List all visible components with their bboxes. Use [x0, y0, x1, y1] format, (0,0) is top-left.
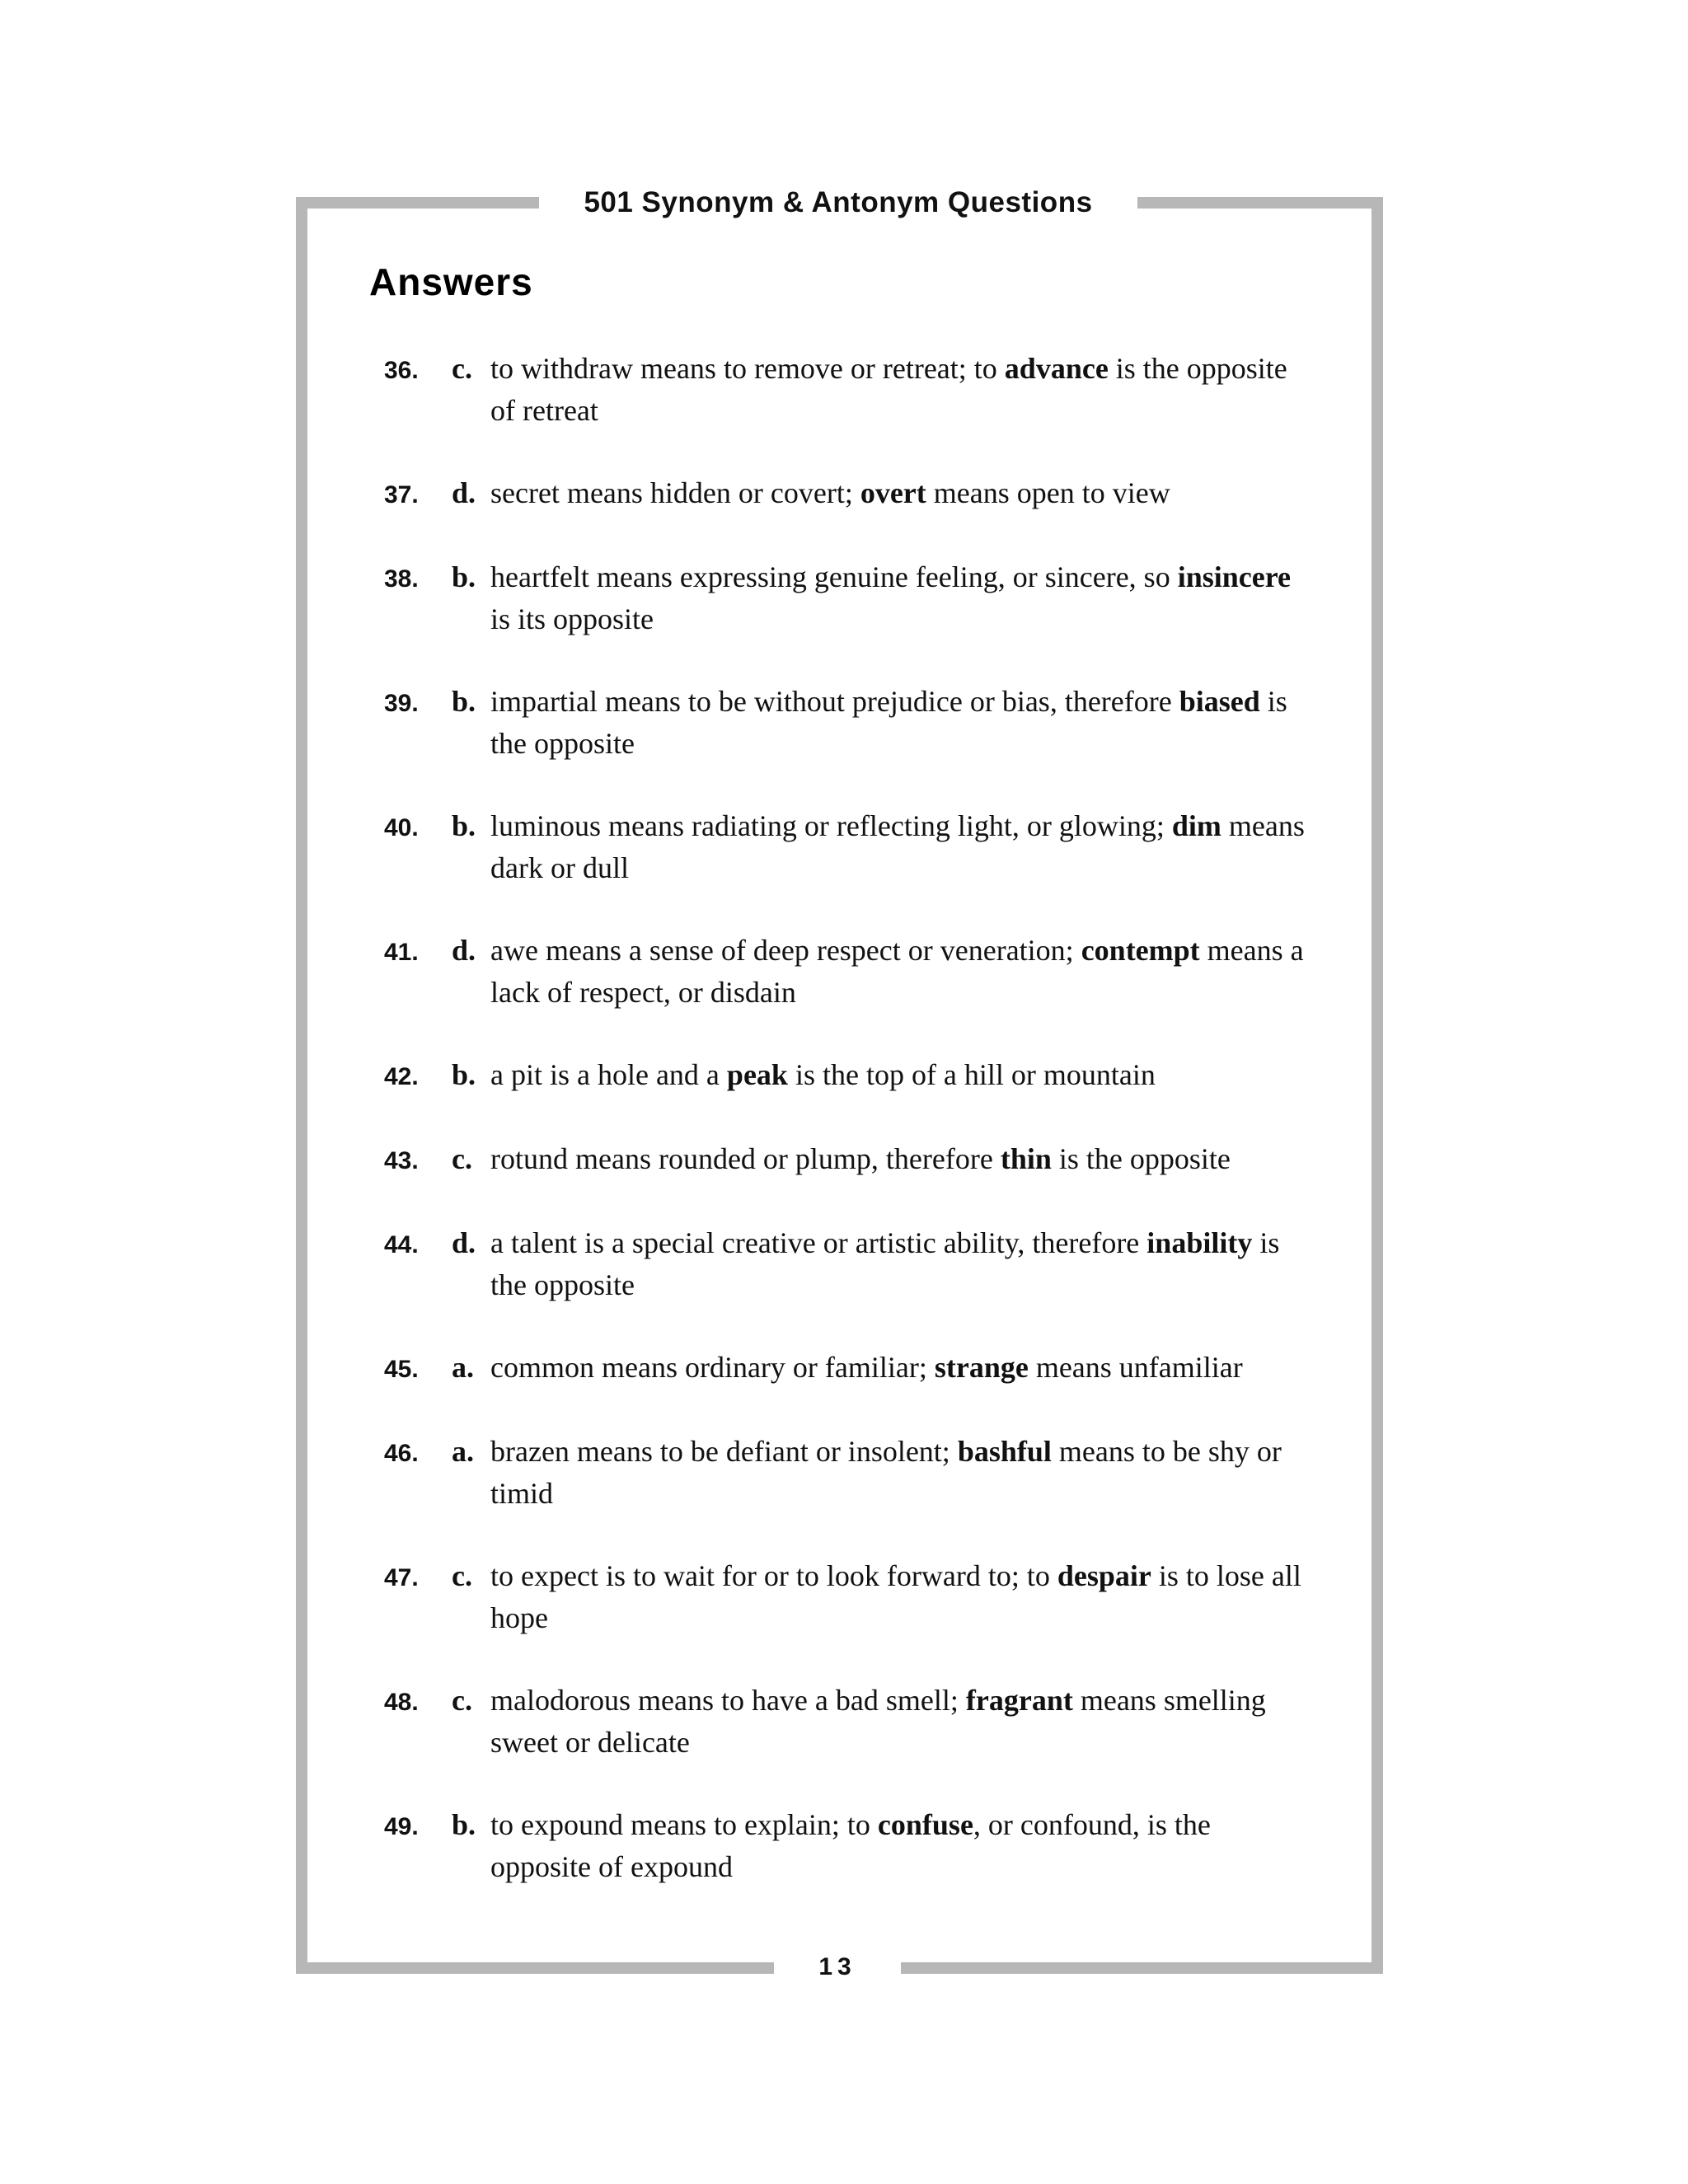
- explanation-text: a pit is a hole and a: [490, 1058, 727, 1091]
- explanation-text: means a lack of respect, or disdain: [490, 934, 1304, 1009]
- answer-item: [384, 556, 1315, 640]
- answer-explanation: [490, 1431, 1315, 1515]
- answer-number: 36.: [384, 357, 419, 384]
- answer-item: [384, 1138, 1315, 1182]
- answer-letter: d.: [452, 1226, 476, 1259]
- answer-word: advance: [1004, 352, 1109, 385]
- answer-explanation: [490, 472, 1315, 514]
- explanation-text: is to lose all hope: [490, 1559, 1301, 1634]
- explanation-text: secret means hidden or covert;: [490, 476, 860, 509]
- explanation-text: is the opposite: [490, 1226, 1280, 1301]
- explanation-text: means unfamiliar: [1028, 1351, 1243, 1384]
- frame-top-right-bar: [1137, 197, 1383, 209]
- answer-word: contempt: [1081, 934, 1200, 967]
- explanation-text: means to be shy or timid: [490, 1435, 1282, 1510]
- answer-item: [384, 348, 1315, 432]
- answer-explanation: [490, 1555, 1315, 1639]
- explanation-text: rotund means rounded or plump, therefore: [490, 1142, 1001, 1175]
- section-title: Answers: [369, 260, 533, 303]
- answer-item: [384, 1054, 1315, 1098]
- answer-word: dim: [1171, 809, 1221, 842]
- answer-item: [384, 1431, 1315, 1515]
- explanation-text: means dark or dull: [490, 809, 1305, 884]
- explanation-text: is the opposite: [490, 685, 1287, 760]
- answer-item: [384, 472, 1315, 516]
- answer-number: 45.: [384, 1356, 419, 1383]
- explanation-text: impartial means to be without prejudice or bias, therefore: [490, 685, 1179, 718]
- answer-explanation: [490, 930, 1315, 1014]
- answer-word: bashful: [957, 1435, 1052, 1468]
- answer-explanation: [490, 1138, 1315, 1180]
- answer-letter: c.: [452, 1559, 472, 1592]
- answer-word: strange: [934, 1351, 1029, 1384]
- answer-explanation: [490, 1804, 1315, 1888]
- explanation-text: to withdraw means to remove or retreat; to: [490, 352, 1005, 385]
- answer-explanation: [490, 805, 1315, 889]
- running-header: 501 Synonym & Antonym Questions: [584, 186, 1093, 218]
- answer-letter: d.: [452, 934, 476, 967]
- answer-letter: a.: [452, 1351, 474, 1384]
- explanation-text: brazen means to be defiant or insolent;: [490, 1435, 958, 1468]
- answer-item: [384, 1555, 1315, 1639]
- page-number: 13: [818, 1953, 856, 1980]
- answer-item: [384, 681, 1315, 765]
- explanation-text: is the opposite of retreat: [490, 352, 1287, 427]
- answer-explanation: [490, 681, 1315, 765]
- answer-explanation: [490, 1680, 1315, 1764]
- answer-item: [384, 1804, 1315, 1888]
- explanation-text: to expect is to wait for or to look forward to; to: [490, 1559, 1057, 1592]
- answer-letter: b.: [452, 1058, 476, 1091]
- answer-explanation: [490, 1347, 1315, 1389]
- explanation-text: common means ordinary or familiar;: [490, 1351, 935, 1384]
- explanation-text: is its opposite: [490, 602, 654, 635]
- answer-item: [384, 930, 1315, 1014]
- answer-number: 49.: [384, 1813, 419, 1840]
- answer-explanation: [490, 1222, 1315, 1306]
- answer-letter: b.: [452, 685, 476, 718]
- answer-letter: c.: [452, 1684, 472, 1717]
- explanation-text: means open to view: [926, 476, 1170, 509]
- answer-letter: a.: [452, 1435, 474, 1468]
- answer-number: 38.: [384, 565, 419, 593]
- answer-item: [384, 1347, 1315, 1390]
- answer-number: 42.: [384, 1063, 419, 1090]
- answer-item: [384, 1680, 1315, 1764]
- answer-word: overt: [860, 476, 926, 509]
- answer-word: insincere: [1177, 560, 1292, 593]
- answer-number: 47.: [384, 1564, 419, 1591]
- answer-number: 40.: [384, 814, 419, 841]
- answer-word: thin: [1000, 1142, 1052, 1175]
- answer-word: biased: [1179, 685, 1260, 718]
- answer-word: peak: [726, 1058, 788, 1091]
- explanation-text: heartfelt means expressing genuine feeling, or sincere, so: [490, 560, 1178, 593]
- answer-explanation: [490, 1054, 1315, 1096]
- explanation-text: to expound means to explain; to: [490, 1808, 878, 1841]
- answer-list: [384, 348, 1315, 1929]
- answer-letter: c.: [452, 352, 472, 385]
- explanation-text: , or confound, is the opposite of expound: [490, 1808, 1211, 1883]
- frame-top-left-bar: [296, 197, 539, 209]
- explanation-text: is the opposite: [1051, 1142, 1231, 1175]
- answer-number: 37.: [384, 481, 419, 509]
- answer-letter: d.: [452, 476, 476, 509]
- frame-bottom-right-bar: [901, 1962, 1383, 1974]
- explanation-text: is the top of a hill or mountain: [787, 1058, 1156, 1091]
- answer-letter: c.: [452, 1142, 472, 1175]
- answer-number: 41.: [384, 939, 419, 966]
- answer-number: 39.: [384, 690, 419, 717]
- explanation-text: a talent is a special creative or artistic ability, therefore: [490, 1226, 1147, 1259]
- answer-word: fragrant: [965, 1684, 1073, 1717]
- answer-number: 48.: [384, 1689, 419, 1716]
- answer-item: [384, 805, 1315, 889]
- answer-explanation: [490, 348, 1315, 432]
- explanation-text: means smelling sweet or delicate: [490, 1684, 1266, 1759]
- explanation-text: awe means a sense of deep respect or veneration;: [490, 934, 1081, 967]
- answer-letter: b.: [452, 809, 476, 842]
- answer-word: confuse: [877, 1808, 973, 1841]
- explanation-text: luminous means radiating or reflecting light, or glowing;: [490, 809, 1172, 842]
- answer-number: 44.: [384, 1231, 419, 1258]
- frame-bottom-left-bar: [296, 1962, 774, 1974]
- answer-number: 43.: [384, 1147, 419, 1174]
- answer-word: despair: [1057, 1559, 1151, 1592]
- answer-letter: b.: [452, 560, 476, 593]
- answer-number: 46.: [384, 1440, 419, 1467]
- answer-word: inability: [1146, 1226, 1253, 1259]
- answer-letter: b.: [452, 1808, 476, 1841]
- answer-item: [384, 1222, 1315, 1306]
- explanation-text: malodorous means to have a bad smell;: [490, 1684, 966, 1717]
- frame-right-bar: [1372, 197, 1383, 1974]
- answer-explanation: [490, 556, 1315, 640]
- frame-left-bar: [296, 197, 307, 1974]
